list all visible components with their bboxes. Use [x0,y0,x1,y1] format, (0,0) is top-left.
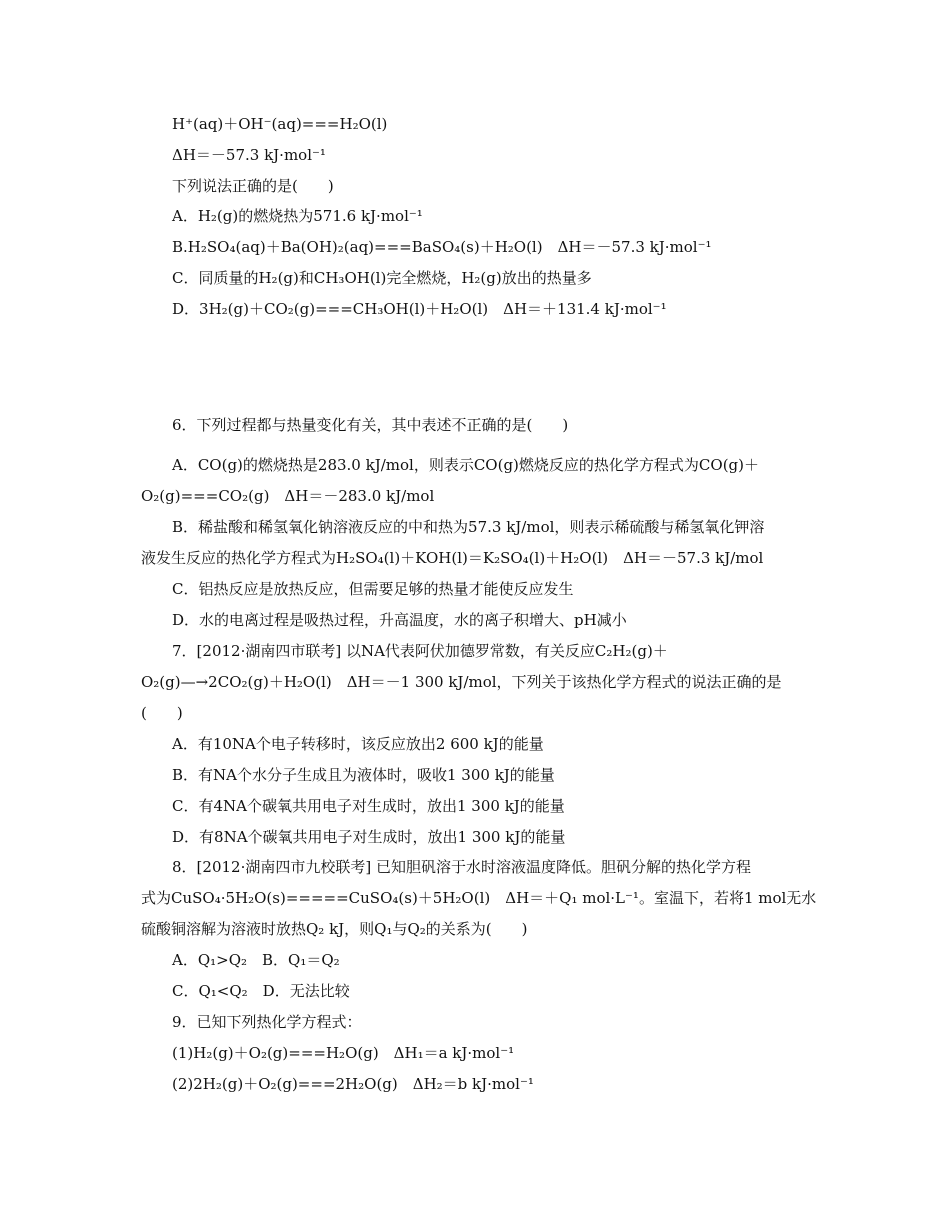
question-7-stem: 7．[2012·湖南四市联考] 以NA代表阿伏加德罗常数，有关反应C₂H₂(g)＋ [172,642,668,660]
text-line: (2)2H₂(g)＋O₂(g)===2H₂O(g) ΔH₂＝b kJ·mol⁻¹ [172,1075,534,1093]
text-line: C．同质量的H₂(g)和CH₃OH(l)完全燃烧，H₂(g)放出的热量多 [172,269,592,287]
text-line: B．有NA个水分子生成且为液体时，吸收1 300 kJ的能量 [172,766,555,784]
question-8-stem: 8．[2012·湖南四市九校联考] 已知胆矾溶于水时溶液温度降低。胆矾分解的热化学方程 [172,858,751,876]
text-line: A．CO(g)的燃烧热是283.0 kJ/mol，则表示CO(g)燃烧反应的热化学方程式为CO(g)＋ [172,456,759,474]
text-line: O₂(g)—→2CO₂(g)＋H₂O(l) ΔH＝－1 300 kJ/mol，下列关于该热化学方程式的说法正确的是 [141,673,782,691]
text-line: A．Q₁>Q₂ B．Q₁＝Q₂ [172,951,340,969]
text-line: 下列说法正确的是( ) [172,177,334,195]
text-line: (1)H₂(g)＋O₂(g)===H₂O(g) ΔH₁＝a kJ·mol⁻¹ [172,1044,515,1062]
text-line: O₂(g)===CO₂(g) ΔH＝－283.0 kJ/mol [141,487,435,505]
text-line: D．有8NA个碳氧共用电子对生成时，放出1 300 kJ的能量 [172,828,566,846]
text-line: ( ) [141,704,183,722]
text-line: C．铝热反应是放热反应，但需要足够的热量才能使反应发生 [172,580,574,598]
text-line: C．有4NA个碳氧共用电子对生成时，放出1 300 kJ的能量 [172,797,565,815]
text-line: 硫酸铜溶解为溶液时放热Q₂ kJ，则Q₁与Q₂的关系为( ) [141,920,528,938]
text-line: D．3H₂(g)＋CO₂(g)===CH₃OH(l)＋H₂O(l) ΔH＝＋131.4 kJ·mol⁻¹ [172,300,667,318]
text-line: 式为CuSO₄·5H₂O(s)=====CuSO₄(s)＋5H₂O(l) ΔH＝＋Q₁ mol·L⁻¹。室温下，若将1 mol无水 [141,889,817,907]
text-line: B．稀盐酸和稀氢氧化钠溶液反应的中和热为57.3 kJ/mol，则表示稀硫酸与稀氢氧化钾溶 [172,518,765,536]
question-6-stem: 6．下列过程都与热量变化有关，其中表述不正确的是( ) [172,416,569,434]
text-line: 液发生反应的热化学方程式为H₂SO₄(l)＋KOH(l)＝K₂SO₄(l)＋H₂O(l) ΔH＝－57.3 kJ/mol [141,549,764,567]
text-line: C．Q₁<Q₂ D．无法比较 [172,982,350,1000]
text-line: A．H₂(g)的燃烧热为571.6 kJ·mol⁻¹ [172,207,423,225]
question-9-stem: 9．已知下列热化学方程式： [172,1013,362,1031]
text-line: ΔH＝－57.3 kJ·mol⁻¹ [172,146,326,164]
text-line: D．水的电离过程是吸热过程，升高温度，水的离子积增大、pH减小 [172,611,627,629]
text-line: A．有10NA个电子转移时，该反应放出2 600 kJ的能量 [172,735,544,753]
text-line: B.H₂SO₄(aq)＋Ba(OH)₂(aq)===BaSO₄(s)＋H₂O(l) ΔH＝－57.3 kJ·mol⁻¹ [172,238,712,256]
text-line: H⁺(aq)＋OH⁻(aq)===H₂O(l) [172,115,388,133]
